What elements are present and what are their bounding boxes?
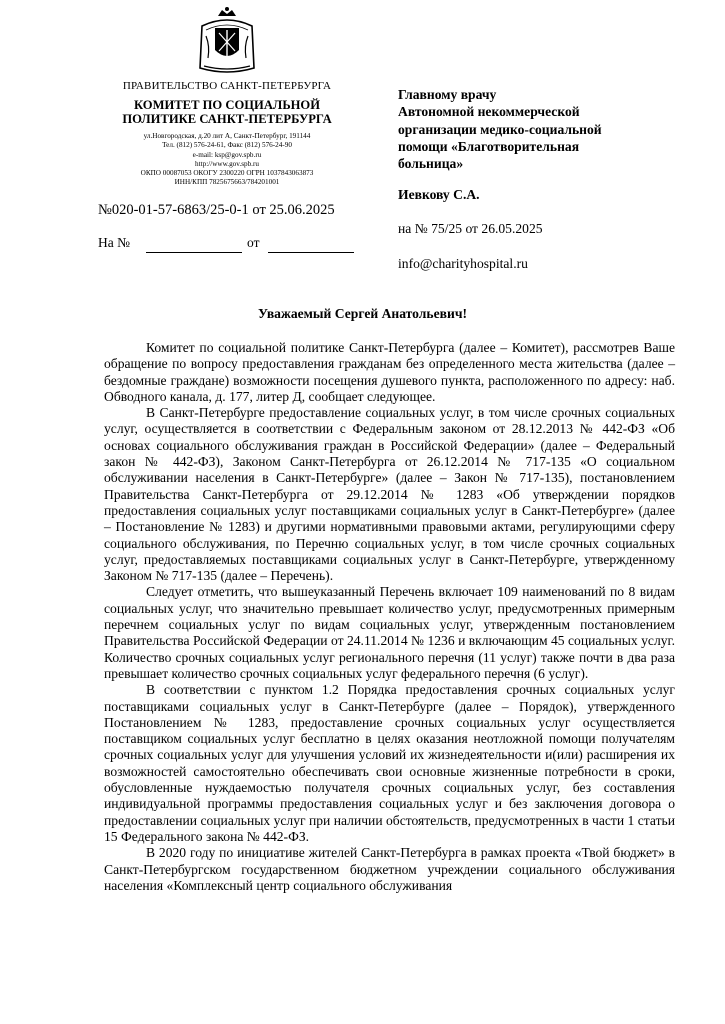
address: ул.Новгородская, д.20 лит А, Санкт-Петербург, 191144	[143, 132, 311, 140]
sender-email: e-mail: ksp@gov.spb.ru	[192, 150, 262, 159]
committee-line-1: КОМИТЕТ ПО СОЦИАЛЬНОЙ	[133, 98, 321, 112]
reference-number-line	[146, 252, 242, 253]
recipient-name: Иевкову С.А.	[398, 187, 480, 202]
government-name: ПРАВИТЕЛЬСТВО САНКТ-ПЕТЕРБУРГА	[122, 80, 332, 92]
paragraph: В 2020 году по инициативе жителей Санкт-Петербурга в рамках проекта «Твой бюджет» в Санкт-Петербургском государственном бюджетном учреждении социального обслуживания населения «Комплексный центр социального обслуживания	[104, 845, 675, 893]
committee-name	[98, 98, 356, 126]
paragraph: Комитет по социальной политике Санкт-Петербурга (далее – Комитет), рассмотрев Ваше обращение по вопросу предоставления гражданам без определенного места жительства (далее – бездомные граждане) возможности посещения душевого пункта, расположенного по адресу: наб. Обводного канала, д. 177, литер Д, сообщает следующее.	[104, 340, 675, 404]
phone: Тел. (812) 576-24-61, Факс (812) 576-24-90	[162, 141, 292, 150]
sender-block	[98, 80, 356, 188]
paragraph: В Санкт-Петербурге предоставление социальных услуг, в том числе срочных социальных услуг, осуществляется в соответствии с Федеральным законом от 28.12.2013 № 442-ФЗ «Об основах социального обслуживания граждан в Российской Федерации» (далее – Федеральный закон № 442-ФЗ), Законом Санкт-Петербурга от 26.12.2014 № 717-135 «О социальном обслуживании населения в Санкт-Петербурге» (далее – Закон № 717-135), постановлением Правительства Санкт-Петербурга от 29.12.2014 № 1283 «Об утверждении порядков предоставления социальных услуг поставщиками социальных услуг в Санкт-Петербурге» (далее – Постановление № 1283) и другими нормативными правовыми актами, регулирующими сферу социального обслуживания, по Перечню социальных услуг, в том числе срочных социальных услуг, предоставляемых поставщиками социальных услуг в Санкт-Петербурге, утвержденному Законом № 717-135 (далее – Перечень).	[104, 405, 675, 584]
recipient-line-4: помощи «Благотворительная	[398, 138, 580, 154]
reference-from-label: от	[247, 235, 260, 250]
document-number: №020-01-57-6863/25-0-1 от 25.06.2025	[98, 202, 335, 218]
recipient-line-5: больница»	[398, 156, 464, 172]
in-reply-reference: на № 75/25 от 26.05.2025	[398, 221, 543, 236]
website: http://www.gov.spb.ru	[195, 159, 259, 168]
reference-label: На №	[98, 235, 130, 250]
inn: ИНН/КПП 7825675663/784201001	[174, 178, 280, 187]
recipient-line-1: Главному врачу	[398, 87, 497, 102]
greeting: Уважаемый Сергей Анатольевич!	[257, 306, 468, 321]
recipient-block	[398, 86, 638, 172]
coat-of-arms-icon	[196, 6, 258, 78]
recipient-line-2: Автономной некоммерческой	[398, 104, 580, 120]
letter-body	[104, 340, 675, 894]
contact-details	[98, 132, 356, 188]
paragraph: Следует отметить, что вышеуказанный Перечень включает 109 наименований по 8 видам социальных услуг, что значительно превышает количество услуг, предусмотренных примерным перечнем социальных услуг по видам социальных услуг, утвержденным постановлением Правительства Российской Федерации от 24.11.2014 № 1236 и включающим 45 социальных услуг. Количество срочных социальных услуг регионального перечня (11 услуг) также почти в два раза превышает количество срочных социальных услуг федерального перечня (6 услуг).	[104, 584, 675, 681]
recipient-email: info@charityhospital.ru	[398, 256, 528, 271]
registration-codes: ОКПО 00087053 ОКОГУ 2300220 ОГРН 1037843063873	[140, 169, 314, 178]
reference-date-line	[268, 252, 354, 253]
recipient-line-3: организации медико-социальной	[398, 121, 602, 137]
paragraph: В соответствии с пунктом 1.2 Порядка предоставления срочных социальных услуг поставщиками социальных услуг в Санкт-Петербурге (далее – Порядок), утвержденного Постановлением № 1283, предоставление срочных социальных услуг осуществляется поставщиком социальных услуг бесплатно в целях оказания неотложной помощи получателям срочных социальных услуг для улучшения условий их жизнедеятельности и(или) расширения их возможностей самостоятельно обеспечивать свои основные жизненные потребности в сроки, обусловленные нуждаемостью получателя срочных социальных услуг, без составления индивидуальной программы предоставления социальных услуг и без заключения договора о предоставлении социальных услуг при наличии обстоятельств, предусмотренных в части 1 статьи 15 Федерального закона № 442-ФЗ.	[104, 682, 675, 844]
committee-line-2: ПОЛИТИКЕ САНКТ-ПЕТЕРБУРГА	[122, 112, 332, 126]
